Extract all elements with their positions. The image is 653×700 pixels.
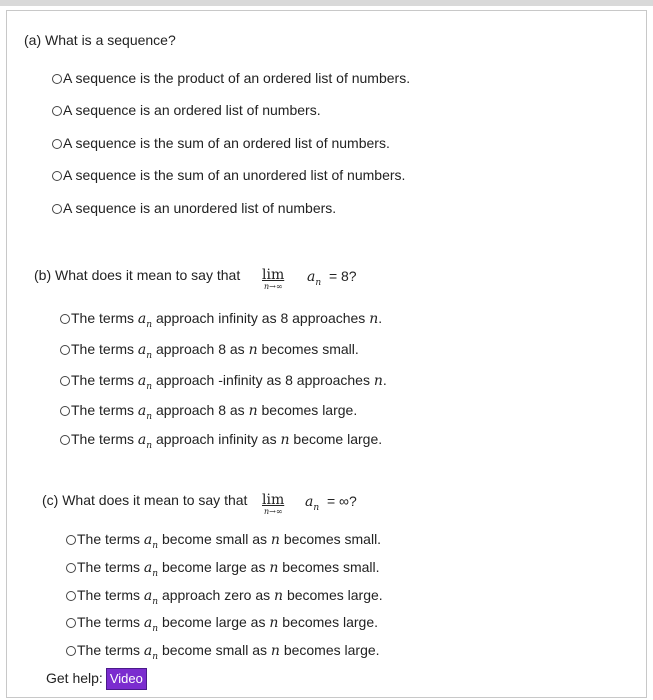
radio-button[interactable] [60, 376, 70, 386]
option-c-1[interactable]: The terms $a_n$ become large as n becomes small. [66, 558, 380, 583]
option-a-2[interactable]: A sequence is the sum of an ordered list of numbers. [52, 134, 390, 152]
option-b-4[interactable]: The terms $a_n$ approach infinity as n become large. [60, 430, 382, 455]
option-b-2[interactable]: The terms $a_n$ approach -infinity as 8 approaches n. [60, 371, 387, 396]
option-c-0[interactable]: The terms $a_n$ become small as n becomes small. [66, 530, 381, 555]
option-b-0[interactable]: The terms $a_n$ approach infinity as 8 approaches n. [60, 309, 382, 334]
option-a-3[interactable]: A sequence is the sum of an unordered list of numbers. [52, 166, 405, 184]
radio-button[interactable] [52, 204, 62, 214]
radio-button[interactable] [60, 406, 70, 416]
radio-button[interactable] [66, 618, 76, 628]
help-row [46, 668, 147, 690]
radio-button[interactable] [52, 139, 62, 149]
option-b-1[interactable]: The terms $a_n$ approach 8 as n becomes small. [60, 340, 359, 365]
sequence-term-c: $a_n$ = ∞? [305, 493, 357, 513]
radio-button[interactable] [66, 535, 76, 545]
top-bar [0, 0, 653, 6]
radio-button[interactable] [60, 345, 70, 355]
radio-button[interactable] [66, 646, 76, 656]
help-label: Get help: [46, 670, 103, 686]
radio-button[interactable] [60, 435, 70, 445]
question-a: (a) What is a sequence? [24, 32, 176, 48]
limit-expression-c: lim n→∞ [262, 492, 285, 516]
sequence-term-b: $a_n = 8$? [307, 268, 357, 288]
limit-expression-b: lim n→∞ [262, 267, 285, 291]
option-c-2[interactable]: The terms $a_n$ approach zero as n becomes large. [66, 586, 383, 611]
option-b-3[interactable]: The terms $a_n$ approach 8 as n becomes large. [60, 401, 357, 426]
option-a-1[interactable]: A sequence is an ordered list of numbers. [52, 101, 321, 119]
option-a-0[interactable]: A sequence is the product of an ordered list of numbers. [52, 69, 410, 87]
radio-button[interactable] [52, 74, 62, 84]
question-c: (c) What does it mean to say that [42, 492, 248, 508]
video-button[interactable]: Video [106, 668, 147, 690]
radio-button[interactable] [52, 171, 62, 181]
question-b: (b) What does it mean to say that [34, 267, 241, 283]
radio-button[interactable] [52, 106, 62, 116]
option-c-4[interactable]: The terms $a_n$ become small as n becomes large. [66, 641, 380, 666]
option-a-4[interactable]: A sequence is an unordered list of numbers. [52, 199, 336, 217]
radio-button[interactable] [66, 563, 76, 573]
radio-button[interactable] [66, 591, 76, 601]
radio-button[interactable] [60, 314, 70, 324]
option-c-3[interactable]: The terms $a_n$ become large as n becomes large. [66, 613, 378, 638]
